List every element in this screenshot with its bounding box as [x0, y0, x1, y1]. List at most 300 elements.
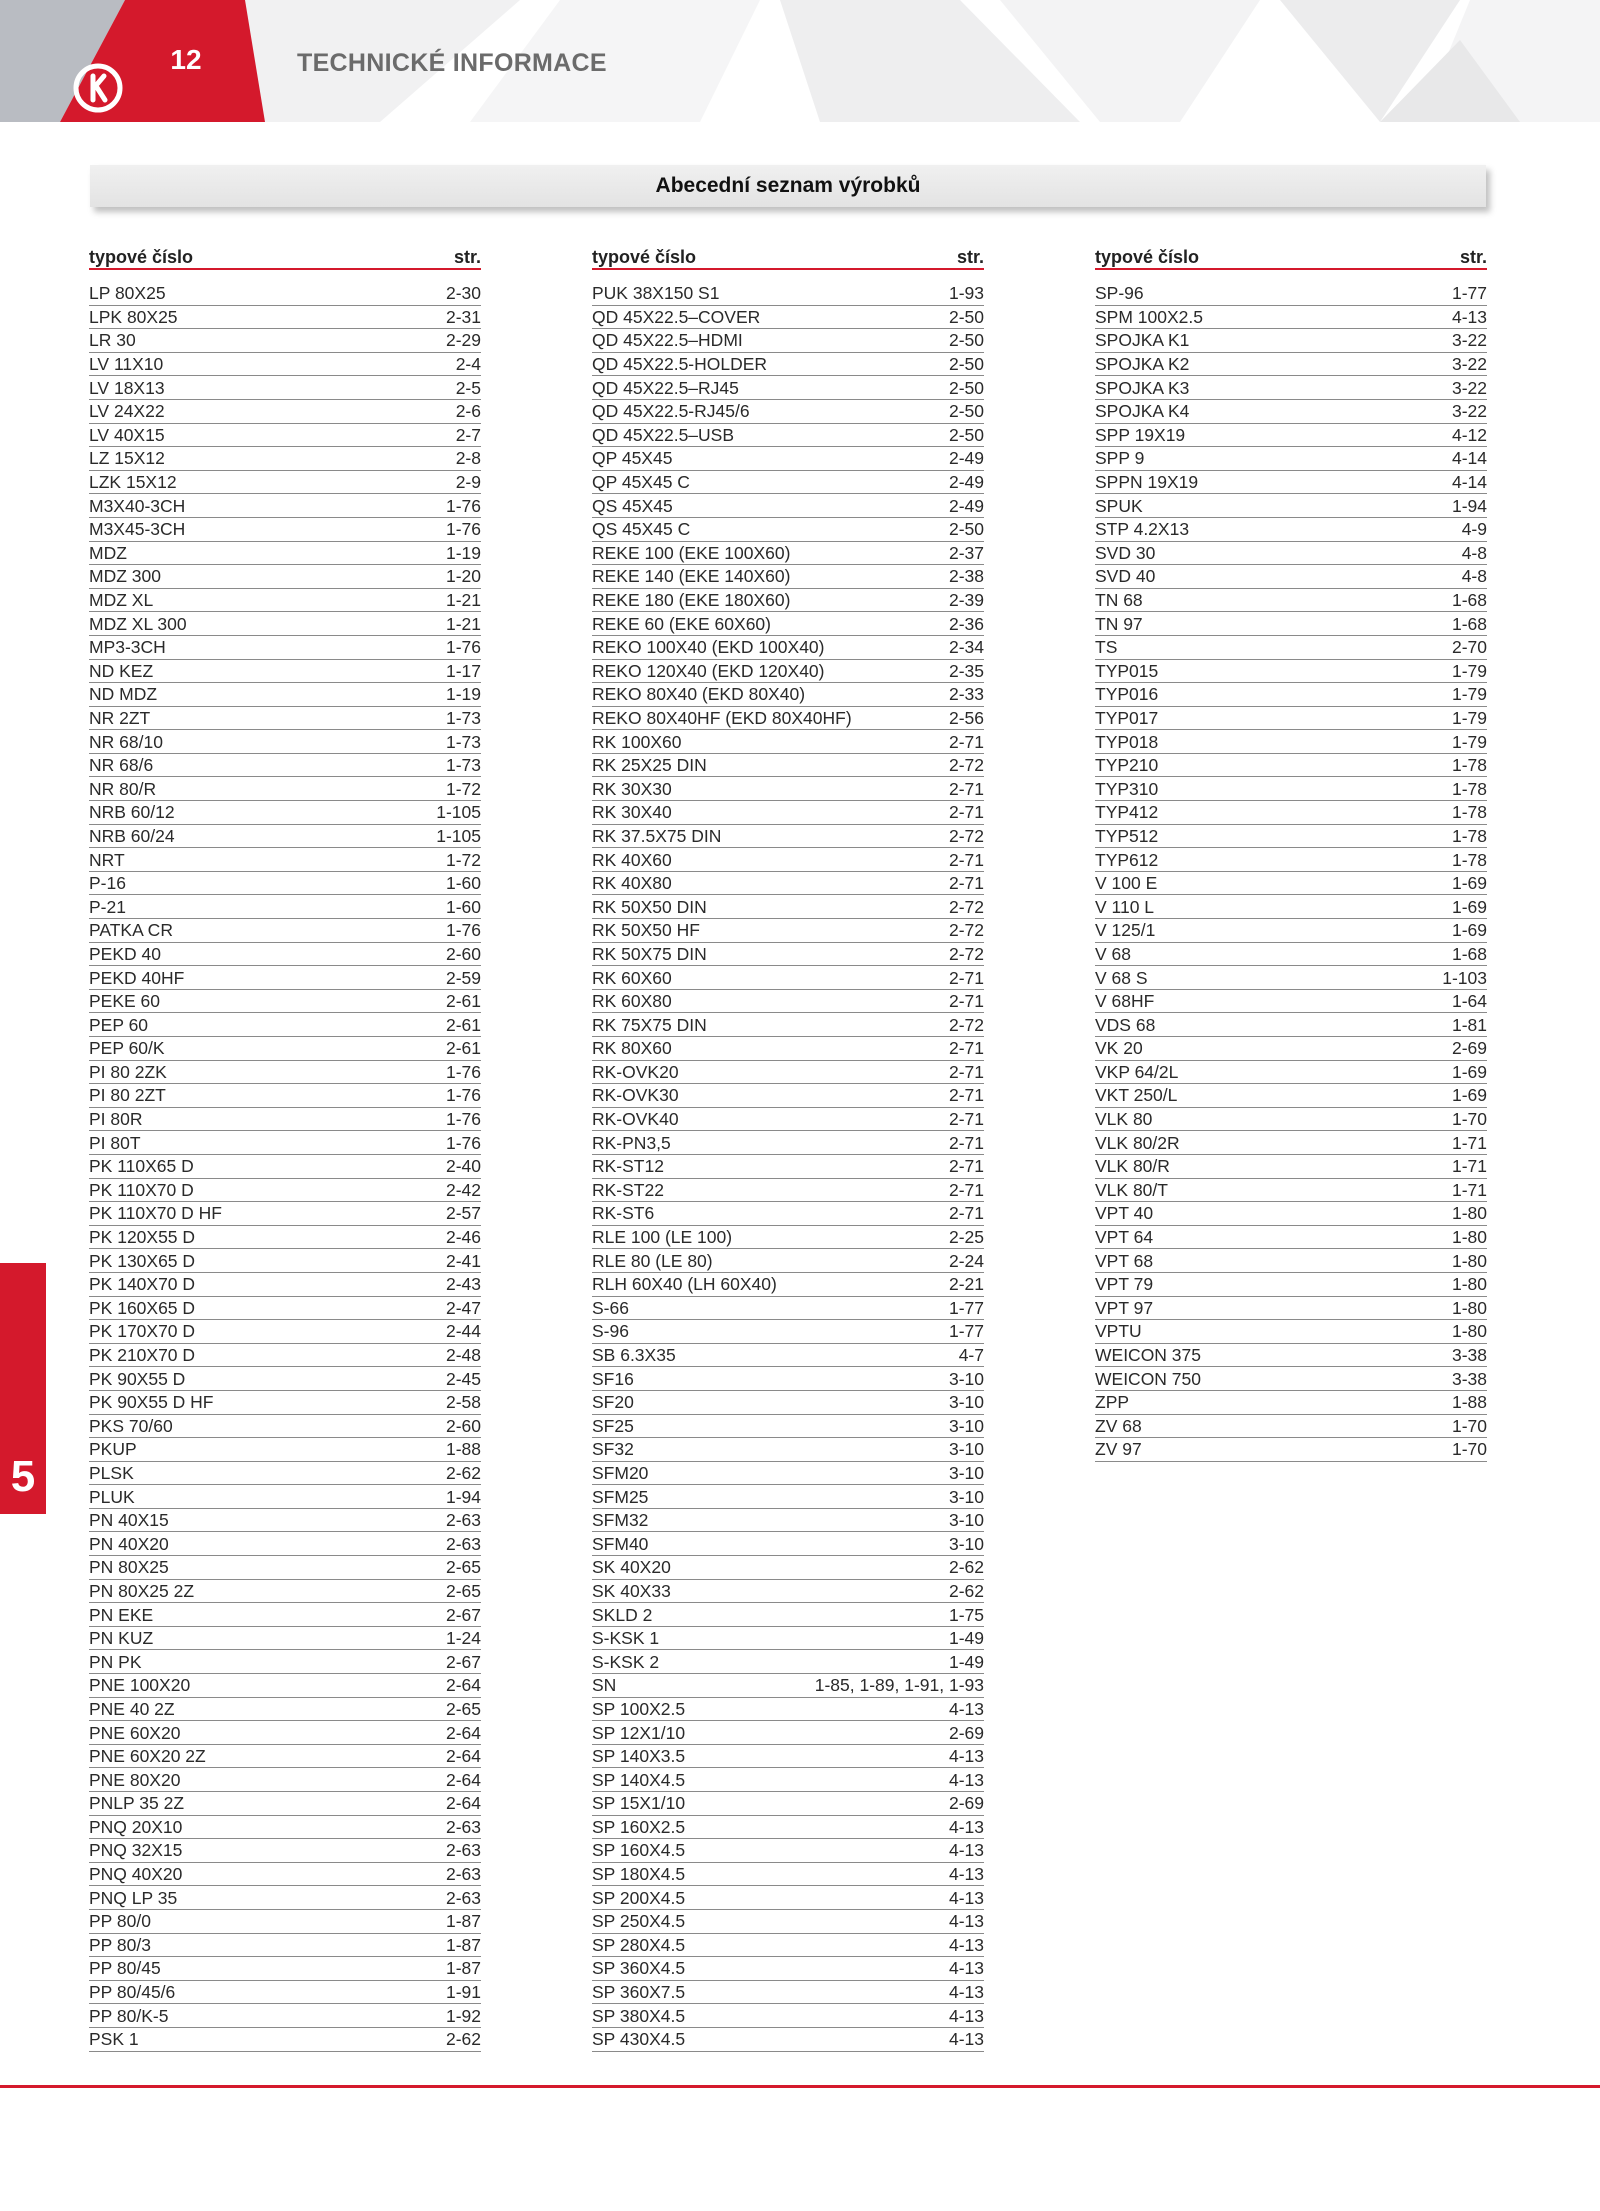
product-page: 1-77	[1451, 283, 1487, 304]
table-row	[592, 494, 984, 518]
product-page: 4-13	[948, 1698, 984, 1719]
product-page: 2-36	[948, 613, 984, 634]
product-page: 2-58	[445, 1392, 481, 1413]
product-type: RK 100X60	[592, 731, 682, 752]
product-page: 2-63	[445, 1533, 481, 1554]
table-row	[89, 1886, 481, 1910]
product-type: VLK 80	[1095, 1109, 1153, 1130]
table-row	[592, 1934, 984, 1958]
column-header-type: typové číslo	[89, 247, 194, 267]
product-page: 2-41	[445, 1250, 481, 1271]
product-page: 2-71	[948, 1085, 984, 1106]
table-row	[592, 990, 984, 1014]
table-row	[1095, 329, 1487, 353]
table-row	[592, 919, 984, 943]
product-page: 1-72	[445, 778, 481, 799]
table-row	[89, 872, 481, 896]
table-row	[89, 1627, 481, 1651]
table-row	[89, 1816, 481, 1840]
footer-rule	[0, 2085, 1600, 2088]
product-type: RK-ST6	[592, 1203, 655, 1224]
product-page: 1-70	[1451, 1415, 1487, 1436]
table-row	[89, 1344, 481, 1368]
product-type: SP 15X1/10	[592, 1793, 686, 1814]
product-type: REKE 100 (EKE 100X60)	[592, 542, 791, 563]
product-type: LR 30	[89, 330, 136, 351]
table-row	[1095, 1013, 1487, 1037]
product-page: 1-71	[1451, 1132, 1487, 1153]
product-page: 2-60	[445, 1415, 481, 1436]
product-type: TYP612	[1095, 849, 1159, 870]
product-page: 2-50	[948, 377, 984, 398]
table-row	[1095, 1367, 1487, 1391]
table-row	[89, 565, 481, 589]
product-page: 2-63	[445, 1887, 481, 1908]
product-page: 2-61	[445, 1014, 481, 1035]
table-row	[89, 306, 481, 330]
product-type: PN 40X15	[89, 1510, 169, 1531]
product-page: 3-22	[1451, 354, 1487, 375]
product-type: PKS 70/60	[89, 1415, 173, 1436]
product-page: 1-78	[1451, 778, 1487, 799]
product-page: 3-10	[948, 1368, 984, 1389]
product-page: 3-10	[948, 1533, 984, 1554]
product-type: SN	[592, 1675, 617, 1696]
product-type: SF25	[592, 1415, 634, 1436]
table-row	[592, 1415, 984, 1439]
product-page: 2-63	[445, 1816, 481, 1837]
product-type: SPOJKA K3	[1095, 377, 1190, 398]
table-row	[1095, 707, 1487, 731]
product-page: 1-91	[445, 1982, 481, 2003]
table-row	[1095, 518, 1487, 542]
table-row	[592, 1108, 984, 1132]
product-type: REKE 140 (EKE 140X60)	[592, 566, 791, 587]
product-type: LV 40X15	[89, 424, 165, 445]
product-page: 3-10	[948, 1439, 984, 1460]
product-page: 2-62	[445, 1462, 481, 1483]
product-type: ZV 68	[1095, 1415, 1142, 1436]
product-page: 1-79	[1451, 660, 1487, 681]
table-row	[89, 282, 481, 306]
product-type: RK 40X60	[592, 849, 672, 870]
product-type: SP 360X4.5	[592, 1958, 686, 1979]
table-row	[89, 1320, 481, 1344]
product-type: SP 100X2.5	[592, 1698, 686, 1719]
product-page: 1-17	[445, 660, 481, 681]
table-row	[89, 353, 481, 377]
product-type: PK 210X70 D	[89, 1345, 196, 1366]
table-row	[89, 1131, 481, 1155]
product-page: 3-10	[948, 1392, 984, 1413]
product-type: REKO 100X40 (EKD 100X40)	[592, 637, 825, 658]
product-page: 1-70	[1451, 1109, 1487, 1130]
product-column-1	[89, 241, 481, 2052]
product-type: PNQ 32X15	[89, 1840, 183, 1861]
product-page: 2-64	[445, 1722, 481, 1743]
product-page: 1-85, 1-89, 1-91, 1-93	[814, 1675, 984, 1696]
product-type: PK 120X55 D	[89, 1227, 196, 1248]
table-row	[89, 376, 481, 400]
product-page: 1-103	[1442, 967, 1487, 988]
product-page: 4-8	[1461, 542, 1487, 563]
product-type: SK 40X33	[592, 1580, 671, 1601]
product-page: 2-50	[948, 330, 984, 351]
table-row	[592, 1839, 984, 1863]
product-type: PNLP 35 2Z	[89, 1793, 185, 1814]
table-row	[592, 329, 984, 353]
product-type: VDS 68	[1095, 1014, 1156, 1035]
section-title: Abecední seznam výrobků	[655, 174, 921, 197]
product-type: SPOJKA K4	[1095, 401, 1190, 422]
product-type: VPT 40	[1095, 1203, 1154, 1224]
table-row	[89, 424, 481, 448]
table-row	[89, 848, 481, 872]
table-row	[1095, 872, 1487, 896]
product-type: SFM40	[592, 1533, 649, 1554]
product-type: NRT	[89, 849, 125, 870]
product-page: 1-68	[1451, 590, 1487, 611]
table-row	[1095, 1249, 1487, 1273]
table-row	[592, 683, 984, 707]
table-row	[89, 1698, 481, 1722]
product-page: 4-13	[948, 2005, 984, 2026]
product-page: 2-71	[948, 1038, 984, 1059]
table-row	[592, 1627, 984, 1651]
product-page: 4-7	[958, 1345, 984, 1366]
product-page: 1-76	[445, 920, 481, 941]
table-row	[592, 518, 984, 542]
table-row	[1095, 1391, 1487, 1415]
table-row	[1095, 1415, 1487, 1439]
product-type: SPOJKA K1	[1095, 330, 1190, 351]
product-page: 1-80	[1451, 1250, 1487, 1271]
product-type: PN PK	[89, 1651, 142, 1672]
product-type: TS	[1095, 637, 1118, 658]
product-type: PK 110X65 D	[89, 1156, 194, 1177]
product-page: 3-38	[1451, 1345, 1487, 1366]
table-row	[89, 518, 481, 542]
product-page: 2-71	[948, 1203, 984, 1224]
product-type: PI 80 2ZT	[89, 1085, 166, 1106]
product-page: 2-59	[445, 967, 481, 988]
table-row	[1095, 494, 1487, 518]
product-type: QD 45X22.5–COVER	[592, 306, 761, 327]
product-page: 1-88	[1451, 1392, 1487, 1413]
product-type: PNE 100X20	[89, 1675, 191, 1696]
product-type: PNE 60X20	[89, 1722, 181, 1743]
product-page: 4-13	[948, 2029, 984, 2050]
product-type: PNQ 40X20	[89, 1864, 183, 1885]
product-type: LV 18X13	[89, 377, 165, 398]
product-page: 2-6	[455, 401, 481, 422]
product-page: 2-42	[445, 1179, 481, 1200]
product-page: 4-13	[948, 1982, 984, 2003]
product-type: NR 80/R	[89, 778, 157, 799]
table-row	[592, 848, 984, 872]
product-type: P-16	[89, 873, 126, 894]
product-type: VKP 64/2L	[1095, 1061, 1179, 1082]
product-type: PK 130X65 D	[89, 1250, 196, 1271]
product-type: PK 110X70 D	[89, 1179, 194, 1200]
product-type: RK-PN3,5	[592, 1132, 671, 1153]
table-row	[592, 282, 984, 306]
table-row	[89, 589, 481, 613]
product-page: 2-21	[948, 1274, 984, 1295]
table-row	[592, 1391, 984, 1415]
table-row	[89, 1391, 481, 1415]
column-header-type: typové číslo	[1095, 247, 1200, 267]
table-row	[89, 1556, 481, 1580]
product-type: NR 68/10	[89, 731, 163, 752]
product-type: ZPP	[1095, 1392, 1130, 1413]
table-row	[89, 1226, 481, 1250]
table-row	[1095, 471, 1487, 495]
product-page: 2-69	[1451, 1038, 1487, 1059]
product-page: 2-69	[948, 1793, 984, 1814]
chapter-tab	[0, 1263, 46, 1514]
table-row	[592, 1886, 984, 1910]
table-row	[1095, 660, 1487, 684]
table-row	[592, 895, 984, 919]
product-type: VLK 80/R	[1095, 1156, 1170, 1177]
product-page: 4-13	[948, 1769, 984, 1790]
table-row	[89, 754, 481, 778]
table-row	[592, 1792, 984, 1816]
product-page: 2-65	[445, 1580, 481, 1601]
table-row	[1095, 1344, 1487, 1368]
product-page: 2-56	[948, 707, 984, 728]
product-type: V 110 L	[1095, 896, 1155, 917]
table-row	[1095, 777, 1487, 801]
product-type: WEICON 375	[1095, 1345, 1201, 1366]
column-header-page: str.	[956, 247, 984, 267]
table-row	[89, 447, 481, 471]
table-row	[89, 895, 481, 919]
product-page: 2-46	[445, 1227, 481, 1248]
product-type: V 125/1	[1095, 920, 1156, 941]
product-page: 1-76	[445, 495, 481, 516]
product-page: 1-76	[445, 1132, 481, 1153]
table-row	[89, 329, 481, 353]
product-type: VPTU	[1095, 1321, 1142, 1342]
product-type: SPP 19X19	[1095, 424, 1186, 445]
product-type: SP 430X4.5	[592, 2029, 686, 2050]
product-page: 1-81	[1451, 1014, 1487, 1035]
product-page: 4-9	[1461, 519, 1487, 540]
product-type: SP 140X4.5	[592, 1769, 686, 1790]
table-row	[89, 1155, 481, 1179]
product-type: VK 20	[1095, 1038, 1143, 1059]
product-type: RK-OVK20	[592, 1061, 679, 1082]
table-row	[592, 400, 984, 424]
table-row	[592, 376, 984, 400]
product-type: PLUK	[89, 1486, 135, 1507]
table-row	[592, 1532, 984, 1556]
product-page: 1-19	[445, 542, 481, 563]
product-page: 2-72	[948, 755, 984, 776]
product-page: 2-72	[948, 896, 984, 917]
table-row	[1095, 353, 1487, 377]
table-row	[1095, 919, 1487, 943]
product-page: 1-68	[1451, 943, 1487, 964]
product-type: REKE 180 (EKE 180X60)	[592, 590, 791, 611]
product-type: RLE 100 (LE 100)	[592, 1227, 733, 1248]
column-header-page: str.	[1459, 247, 1487, 267]
product-type: LV 11X10	[89, 354, 164, 375]
table-row	[592, 1745, 984, 1769]
page-number: 12	[170, 44, 202, 75]
table-row	[1095, 306, 1487, 330]
product-page: 1-76	[445, 1085, 481, 1106]
product-page: 3-10	[948, 1486, 984, 1507]
product-page: 2-50	[948, 424, 984, 445]
table-row	[1095, 801, 1487, 825]
table-row	[89, 1768, 481, 1792]
table-row	[89, 1532, 481, 1556]
product-page: 2-71	[948, 873, 984, 894]
section-title-bar	[90, 165, 1486, 207]
product-page: 2-43	[445, 1274, 481, 1295]
product-type: MDZ 300	[89, 566, 161, 587]
table-row	[89, 1863, 481, 1887]
product-type: SPPN 19X19	[1095, 472, 1199, 493]
product-page: 1-87	[445, 1958, 481, 1979]
product-page: 1-71	[1451, 1179, 1487, 1200]
product-page: 1-69	[1451, 1061, 1487, 1082]
product-page: 2-72	[948, 1014, 984, 1035]
product-page: 1-78	[1451, 802, 1487, 823]
table-row	[1095, 1438, 1487, 1462]
product-type: SP-96	[1095, 283, 1144, 304]
product-type: PNE 40 2Z	[89, 1698, 175, 1719]
product-type: TYP017	[1095, 707, 1159, 728]
product-page: 1-77	[948, 1321, 984, 1342]
product-type: RK 80X60	[592, 1038, 672, 1059]
table-row	[1095, 1297, 1487, 1321]
product-column-2	[592, 241, 984, 2052]
product-page: 2-69	[948, 1722, 984, 1743]
table-row	[89, 1910, 481, 1934]
header-title: TECHNICKÉ INFORMACE	[297, 49, 607, 77]
product-type: PUK 38X150 S1	[592, 283, 720, 304]
product-type: STP 4.2X13	[1095, 519, 1190, 540]
product-type: SFM25	[592, 1486, 649, 1507]
table-row	[89, 1415, 481, 1439]
table-row	[592, 777, 984, 801]
table-row	[1095, 447, 1487, 471]
product-type: QP 45X45	[592, 448, 673, 469]
product-list	[592, 282, 984, 2052]
product-page: 4-13	[948, 1816, 984, 1837]
product-page: 1-78	[1451, 849, 1487, 870]
product-type: SP 12X1/10	[592, 1722, 686, 1743]
column-header-type: typové číslo	[592, 247, 697, 267]
product-page: 4-13	[948, 1746, 984, 1767]
product-page: 2-71	[948, 778, 984, 799]
product-page: 4-13	[948, 1958, 984, 1979]
product-page: 1-87	[445, 1911, 481, 1932]
table-row	[592, 1344, 984, 1368]
product-type: PEKD 40	[89, 943, 161, 964]
table-row	[89, 1013, 481, 1037]
product-type: S-KSK 1	[592, 1628, 660, 1649]
product-type: NR 68/6	[89, 755, 154, 776]
table-row	[1095, 1037, 1487, 1061]
table-row	[592, 542, 984, 566]
product-type: PNE 80X20	[89, 1769, 181, 1790]
product-page: 4-13	[948, 1887, 984, 1908]
product-page: 2-64	[445, 1746, 481, 1767]
product-type: S-66	[592, 1297, 629, 1318]
product-page: 1-69	[1451, 896, 1487, 917]
product-page: 2-60	[445, 943, 481, 964]
product-page: 2-63	[445, 1864, 481, 1885]
product-page: 1-72	[445, 849, 481, 870]
product-type: PP 80/0	[89, 1911, 151, 1932]
product-type: SPUK	[1095, 495, 1143, 516]
product-page: 4-8	[1461, 566, 1487, 587]
table-row	[1095, 895, 1487, 919]
product-page: 3-38	[1451, 1368, 1487, 1389]
product-type: SF20	[592, 1392, 634, 1413]
table-row	[1095, 754, 1487, 778]
product-type: SPOJKA K2	[1095, 354, 1190, 375]
product-page: 1-68	[1451, 613, 1487, 634]
product-type: RLE 80 (LE 80)	[592, 1250, 713, 1271]
table-row	[89, 1603, 481, 1627]
product-page: 1-71	[1451, 1156, 1487, 1177]
product-page: 2-44	[445, 1321, 481, 1342]
table-row	[1095, 1179, 1487, 1203]
table-row	[592, 1297, 984, 1321]
product-page: 2-61	[445, 991, 481, 1012]
table-row	[592, 754, 984, 778]
product-page: 3-10	[948, 1415, 984, 1436]
product-type: PN EKE	[89, 1604, 154, 1625]
table-row	[89, 1249, 481, 1273]
table-row	[89, 1721, 481, 1745]
table-row	[89, 683, 481, 707]
table-row	[1095, 1131, 1487, 1155]
product-type: VPT 68	[1095, 1250, 1154, 1271]
table-row	[89, 990, 481, 1014]
product-type: LP 80X25	[89, 283, 166, 304]
table-row	[592, 1509, 984, 1533]
table-row	[89, 1485, 481, 1509]
column-header	[592, 241, 984, 270]
product-page: 2-37	[948, 542, 984, 563]
table-row	[89, 1792, 481, 1816]
product-type: PK 160X65 D	[89, 1297, 196, 1318]
product-type: RK 60X80	[592, 991, 672, 1012]
table-row	[592, 1910, 984, 1934]
column-header	[89, 241, 481, 270]
product-type: VPT 97	[1095, 1297, 1154, 1318]
table-row	[592, 1061, 984, 1085]
product-type: TYP412	[1095, 802, 1159, 823]
product-page: 2-72	[948, 943, 984, 964]
table-row	[89, 1273, 481, 1297]
product-type: SP 160X2.5	[592, 1816, 686, 1837]
table-row	[89, 660, 481, 684]
product-page: 1-69	[1451, 1085, 1487, 1106]
product-type: TYP018	[1095, 731, 1159, 752]
table-row	[592, 424, 984, 448]
table-row	[592, 1721, 984, 1745]
product-page: 1-78	[1451, 825, 1487, 846]
table-row	[592, 1674, 984, 1698]
